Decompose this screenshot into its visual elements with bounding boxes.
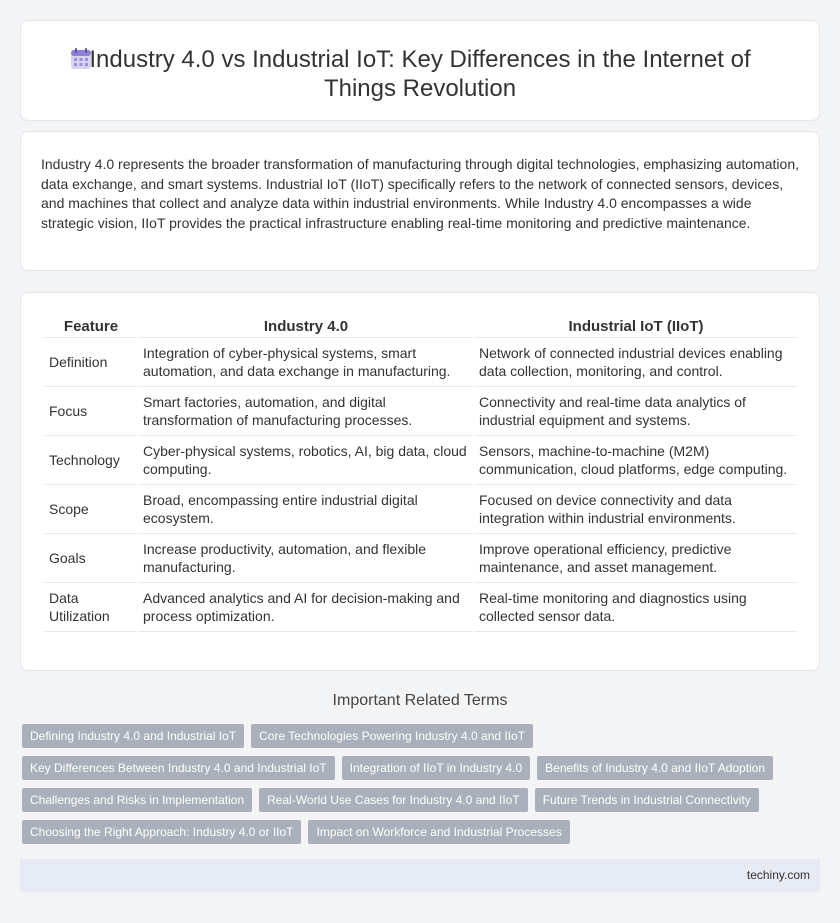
footer bbox=[20, 859, 820, 892]
table-row bbox=[45, 485, 797, 534]
table-row bbox=[45, 387, 797, 436]
table-row bbox=[45, 583, 797, 632]
related-term-link[interactable]: Core Technologies Powering Industry 4.0 and IIoT bbox=[251, 724, 533, 748]
row-feature: Technology bbox=[45, 436, 137, 485]
intro-card bbox=[20, 131, 820, 271]
row-feature: Definition bbox=[45, 338, 137, 387]
related-term-link[interactable]: Integration of IIoT in Industry 4.0 bbox=[342, 756, 531, 780]
header-feature: Feature bbox=[45, 315, 137, 338]
tag-row bbox=[22, 788, 822, 812]
row-industry-4: Advanced analytics and AI for decision-making and process optimization. bbox=[139, 583, 473, 632]
related-term-link[interactable]: Benefits of Industry 4.0 and IIoT Adoption bbox=[537, 756, 773, 780]
row-iiot: Connectivity and real-time data analytics of industrial equipment and systems. bbox=[475, 387, 797, 436]
header-industry-4: Industry 4.0 bbox=[139, 315, 473, 338]
related-term-link[interactable]: Future Trends in Industrial Connectivity bbox=[535, 788, 759, 812]
related-term-link[interactable]: Real-World Use Cases for Industry 4.0 and IIoT bbox=[259, 788, 528, 812]
row-iiot: Network of connected industrial devices enabling data collection, monitoring, and control. bbox=[475, 338, 797, 387]
row-industry-4: Smart factories, automation, and digital transformation of manufacturing processes. bbox=[139, 387, 473, 436]
related-term-link[interactable]: Key Differences Between Industry 4.0 and Industrial IoT bbox=[22, 756, 335, 780]
tag-row bbox=[22, 724, 822, 748]
tag-row bbox=[22, 820, 822, 844]
row-feature: Goals bbox=[45, 534, 137, 583]
related-term-link[interactable]: Defining Industry 4.0 and Industrial IoT bbox=[22, 724, 244, 748]
related-term-link[interactable]: Choosing the Right Approach: Industry 4.0 or IIoT bbox=[22, 820, 301, 844]
row-iiot: Improve operational efficiency, predictive maintenance, and asset management. bbox=[475, 534, 797, 583]
row-feature: Scope bbox=[45, 485, 137, 534]
related-term-link[interactable]: Challenges and Risks in Implementation bbox=[22, 788, 252, 812]
page-title: Industry 4.0 vs Industrial IoT: Key Differences in the Internet of Things Revolution bbox=[89, 46, 751, 102]
row-industry-4: Integration of cyber-physical systems, smart automation, and data exchange in manufacturing. bbox=[139, 338, 473, 387]
tag-row bbox=[22, 756, 822, 780]
table-row bbox=[45, 338, 797, 387]
related-term-link[interactable]: Impact on Workforce and Industrial Processes bbox=[308, 820, 569, 844]
related-terms-list bbox=[22, 724, 822, 852]
row-industry-4: Increase productivity, automation, and flexible manufacturing. bbox=[139, 534, 473, 583]
related-terms-title: Important Related Terms bbox=[332, 692, 508, 709]
row-iiot: Sensors, machine-to-machine (M2M) communication, cloud platforms, edge computing. bbox=[475, 436, 797, 485]
table-header-row bbox=[45, 315, 797, 338]
row-industry-4: Cyber-physical systems, robotics, AI, big data, cloud computing. bbox=[139, 436, 473, 485]
row-feature: Focus bbox=[45, 387, 137, 436]
table-row bbox=[45, 436, 797, 485]
footer-brand[interactable]: techiny.com bbox=[746, 868, 810, 882]
table-row bbox=[45, 534, 797, 583]
comparison-table bbox=[43, 315, 799, 632]
row-iiot: Focused on device connectivity and data integration within industrial environments. bbox=[475, 485, 797, 534]
intro-paragraph: Industry 4.0 represents the broader transformation of manufacturing through digital technologies, emphasizing automation, data exchange, and smart systems. Industrial IoT (IIoT) specifically refers to the network of connected sensors, devices, and machines that collect and analyze data within industrial environments. While Industry 4.0 encompasses a wide strategic vision, IIoT provides the practical infrastructure enabling real-time monitoring and predictive maintenance. bbox=[41, 156, 799, 231]
header-card bbox=[20, 20, 820, 121]
comparison-table-card bbox=[20, 292, 820, 671]
row-feature: Data Utilization bbox=[45, 583, 137, 632]
row-industry-4: Broad, encompassing entire industrial digital ecosystem. bbox=[139, 485, 473, 534]
row-iiot: Real-time monitoring and diagnostics using collected sensor data. bbox=[475, 583, 797, 632]
header-iiot: Industrial IoT (IIoT) bbox=[475, 315, 797, 338]
